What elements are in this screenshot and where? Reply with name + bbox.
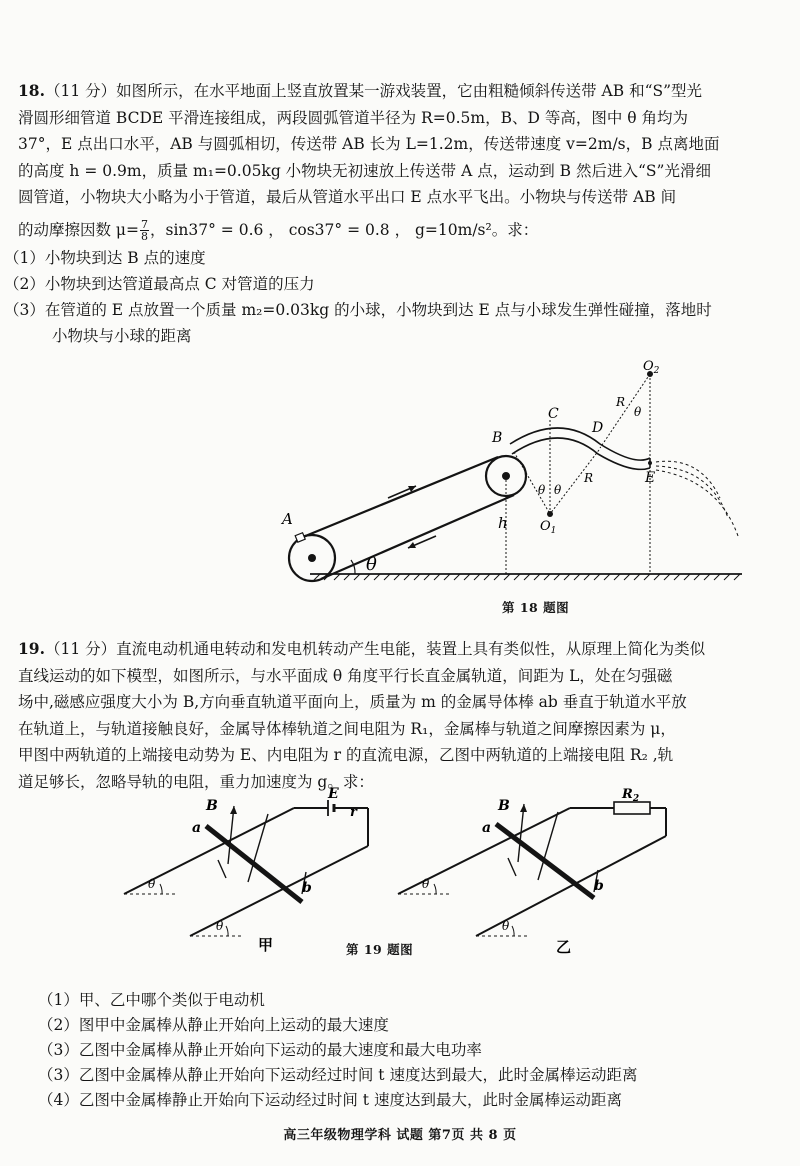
q19-sub-2: （2）图甲中金属棒从静止开始向上运动的最大速度 [38,1016,389,1034]
q18-sub-1: （1）小物块到达 B 点的速度 [4,249,206,267]
fig18-label-d: D [592,420,604,436]
figure-19 [118,786,698,958]
fig18-label-a: A [282,510,293,528]
q18-sub-3: （3）在管道的 E 点放置一个质量 m₂=0.03kg 的小球，小物块到达 E 点与小球发生弹性碰撞，落地时 [4,301,712,319]
fig19-left-label-a: a [192,820,202,836]
q19-sub-3: （3）乙图中金属棒从静止开始向下运动的最大速度和最大电功率 [38,1041,482,1059]
fig18-label-theta-left: θ [538,483,546,497]
fig18-o2-letter: O [643,359,654,374]
fig18-label-c: C [548,406,559,422]
fig19-right-label-a: a [482,820,492,836]
fig19-left-field-arrowhead-1 [230,806,237,814]
fig19-left-label-b-end: b [302,880,312,896]
fig19-right-theta-2: θ [502,919,510,933]
q18-mu-fraction [140,219,149,242]
figure-18 [270,358,750,586]
q18-line-3: 37°，E 点出口水平，AB 与圆弧相切，传送带 AB 长为 L=1.2m，传送带速度 v=2m/s，B 点离地面 [18,135,720,153]
fig18-label-theta-base: θ [366,554,377,575]
q19-line-2: 直线运动的如下模型，如图所示，与水平面成 θ 角度平行长直金属轨道，间距为 L，处在匀强磁 [18,666,673,685]
fig18-trajectory-3 [656,470,738,536]
fig19-left-field-arrow-1 [228,806,234,864]
fig19-label-r: r [350,805,357,820]
fig19-left-label-b: B [206,798,218,814]
fig18-ground-hatch [314,574,740,580]
fig19-left-diagram [124,786,368,954]
fig18-label-theta-top: θ [634,405,642,419]
q19-subquestions [38,988,637,1113]
fig18-o2-radius-d [600,374,650,448]
q18-constants: ，sin37° = 0.6 ， cos37° = 0.8 ， g=10m/s²。求： [150,220,539,239]
fig19-right-label-b: B [498,798,510,814]
q18-sub-2: （2）小物块到达管道最高点 C 对管道的压力 [4,275,315,293]
fig19-right-label: 乙 [556,938,572,956]
fig19-left-label: 甲 [258,936,274,954]
q18-mu-numerator: 7 [141,218,148,231]
q19-sub-4: （4）乙图中金属棒静止开始向下运动经过时间 t 速度达到最大，此时金属棒运动距离 [38,1091,622,1109]
q19-line-6: 道足够长，忽略导轨的电阻，重力加速度为 g。求： [18,772,374,791]
figure-19-caption: 第 19 题图 [346,942,414,957]
fig19-right-theta-arc-1 [434,884,436,894]
q18-line-4: 的高度 h = 0.9m，质量 m₁=0.05kg 小物块无初速放上传送带 A 点，运动到 B 然后进入“S”光滑细 [18,161,711,180]
q18-subquestions [4,245,788,349]
fig18-label-r-lower: R [584,471,594,485]
fig19-right-diagram [398,787,666,956]
page-footer: 高三年级物理学科 试题 第7页 共 8 页 [283,1128,517,1143]
q18-mu-label: 的动摩擦因数 μ= [18,220,139,239]
fig19-left-theta-1: θ [148,877,156,891]
q18-mu-denominator: 8 [141,230,148,243]
fig19-left-theta-2: θ [216,919,224,933]
q18-line-6 [18,217,788,244]
fig19-label-r2 [621,787,639,804]
fig18-belt-top [303,457,498,537]
fig19-right-field-arrowhead-1 [520,804,527,812]
fig19-right-theta-1: θ [422,877,430,891]
fig19-left-theta-arc-2 [226,926,228,936]
fig18-block [295,533,305,542]
fig18-pulley-a-hub [308,554,316,562]
fig18-trajectory-1 [656,461,720,498]
question-19 [18,636,788,795]
q18-text-1: 如图所示，在水平地面上竖直放置某一游戏装置，它由粗糙倾斜传送带 AB 和“S”型光 [116,82,703,100]
figure-18-caption: 第 18 题图 [502,600,570,615]
fig18-label-e: E [645,470,656,486]
fig19-r2-sub: 2 [632,794,640,804]
q19-score: （11 分） [44,640,117,658]
fig19-right-label-b-end: b [594,878,604,894]
q19-line-3: 场中,磁感应强度大小为 B,方向垂直轨道平面向上，质量为 m 的金属导体棒 ab 垂直于轨道水平放 [18,693,687,711]
q18-number: 18. [18,81,45,100]
fig19-right-tick-1 [508,858,516,876]
q19-sub-3b: （3）乙图中金属棒从静止开始向下运动经过时间 t 速度达到最大，此时金属棒运动距离 [38,1066,638,1084]
q18-line-1 [18,78,788,105]
question-18 [4,78,788,349]
fig18-label-o1 [540,519,556,536]
fig18-label-h: h [498,514,508,532]
fig18-label-o2 [643,359,660,376]
fig19-left-tick-1 [218,860,226,878]
fig18-belt-bottom [321,495,514,579]
fig19-left-theta-arc-1 [160,884,162,894]
q18-sub-3-cont: 小物块与小球的距离 [52,327,192,345]
fig18-label-r-upper: R [616,395,626,409]
fig18-tube-lower [512,438,650,469]
fig18-theta-arc [351,560,355,574]
fig19-r2-letter: R [622,787,633,802]
fig18-o1-sub: 1 [550,526,557,536]
fig18-point-e [648,461,652,465]
fig19-right-rod [496,824,594,898]
q19-line-1 [18,636,788,663]
fig19-label-emf: E [328,786,339,802]
q19-line-5: 甲图中两轨道的上端接电动势为 E、内电阻为 r 的直流电源，乙图中两轨道的上端接电阻 R₂ ,轨 [18,746,674,764]
fig18-o2-sub: 2 [653,366,660,376]
q19-sub-1: （1）甲、乙中哪个类似于电动机 [38,991,265,1009]
q18-line-5: 圆管道，小物块大小略为小于管道，最后从管道水平出口 E 点水平飞出。小物块与传送带 AB 间 [18,188,677,206]
fig18-o1-letter: O [540,519,551,534]
fig19-right-theta-arc-2 [512,926,514,936]
q19-text-1: 直流电动机通电转动和发电机转动产生电能，装置上具有类似性，从原理上简化为类似 [116,640,706,658]
q18-line-2: 滑圆形细管道 BCDE 平滑连接组成，两段圆弧管道半径为 R=0.5m，B、D 等高，图中 θ 角均为 [18,108,688,127]
fig18-label-b: B [492,430,503,446]
q19-number: 19. [18,639,45,658]
fig18-label-theta-right: θ [554,483,562,497]
q19-line-4: 在轨道上，与轨道接触良好，金属导体棒轨道之间电阻为 R₁，金属棒与轨道之间摩擦因素为 μ， [18,719,676,738]
q18-score: （11 分） [44,82,117,100]
